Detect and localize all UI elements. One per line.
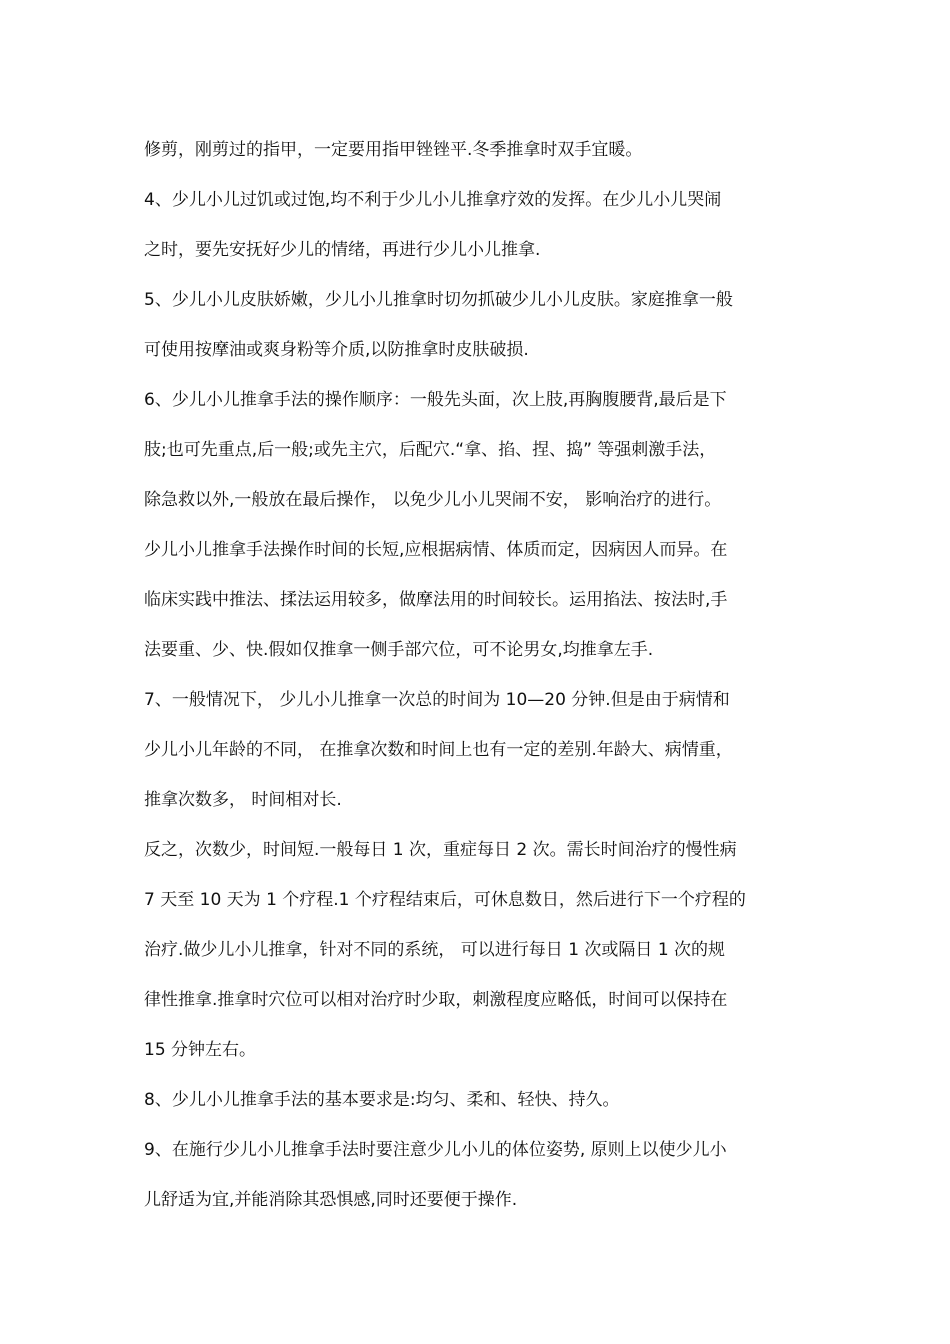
text-line: 少儿小儿推拿手法操作时间的长短,应根据病情、体质而定，因病因人而异。在 <box>144 540 728 560</box>
text-line: 5、少儿小儿皮肤娇嫩，少儿小儿推拿时切勿抓破少儿小儿皮肤。家庭推拿一般 <box>144 290 733 310</box>
text-line: 儿舒适为宜,并能消除其恐惧感,同时还要便于操作. <box>144 1190 518 1210</box>
text-line: 律性推拿.推拿时穴位可以相对治疗时少取，刺激程度应略低，时间可以保持在 <box>144 990 728 1010</box>
text-line: 6、少儿小儿推拿手法的操作顺序：一般先头面，次上肢,再胸腹腰背,最后是下 <box>144 390 727 410</box>
text-line: 可使用按摩油或爽身粉等介质,以防推拿时皮肤破损. <box>144 340 529 360</box>
text-line: 推拿次数多， 时间相对长. <box>144 790 342 810</box>
document-body <box>144 132 814 1232</box>
text-line: 9、在施行少儿小儿推拿手法时要注意少儿小儿的体位姿势, 原则上以使少儿小 <box>144 1140 727 1160</box>
text-line: 15 分钟左右。 <box>144 1040 257 1060</box>
text-line: 7、一般情况下， 少儿小儿推拿一次总的时间为 10—20 分钟.但是由于病情和 <box>144 690 730 710</box>
text-line: 除急救以外,一般放在最后操作， 以免少儿小儿哭闹不安， 影响治疗的进行。 <box>144 490 722 510</box>
text-line: 少儿小儿年龄的不同， 在推拿次数和时间上也有一定的差别.年龄大、病情重， <box>144 740 733 760</box>
text-line: 7 天至 10 天为 1 个疗程.1 个疗程结束后，可休息数日，然后进行下一个疗程的 <box>144 890 746 910</box>
text-line: 8、少儿小儿推拿手法的基本要求是:均匀、柔和、轻快、持久。 <box>144 1090 620 1110</box>
text-line: 治疗.做少儿小儿推拿，针对不同的系统， 可以进行每日 1 次或隔日 1 次的规 <box>144 940 726 960</box>
text-line: 4、少儿小儿过饥或过饱,均不利于少儿小儿推拿疗效的发挥。在少儿小儿哭闹 <box>144 190 722 210</box>
text-line: 临床实践中推法、揉法运用较多，做摩法用的时间较长。运用掐法、按法时,手 <box>144 590 728 610</box>
text-line: 法要重、少、快.假如仅推拿一侧手部穴位，可不论男女,均推拿左手. <box>144 640 654 660</box>
text-line: 反之，次数少，时间短.一般每日 1 次，重症每日 2 次。需长时间治疗的慢性病 <box>144 840 737 860</box>
text-line: 肢;也可先重点,后一般;或先主穴，后配穴.“拿、掐、捏、捣” 等强刺激手法， <box>144 440 717 460</box>
text-line: 修剪，刚剪过的指甲，一定要用指甲锉锉平.冬季推拿时双手宜暖。 <box>144 140 643 160</box>
text-line: 之时，要先安抚好少儿的情绪，再进行少儿小儿推拿. <box>144 240 541 260</box>
